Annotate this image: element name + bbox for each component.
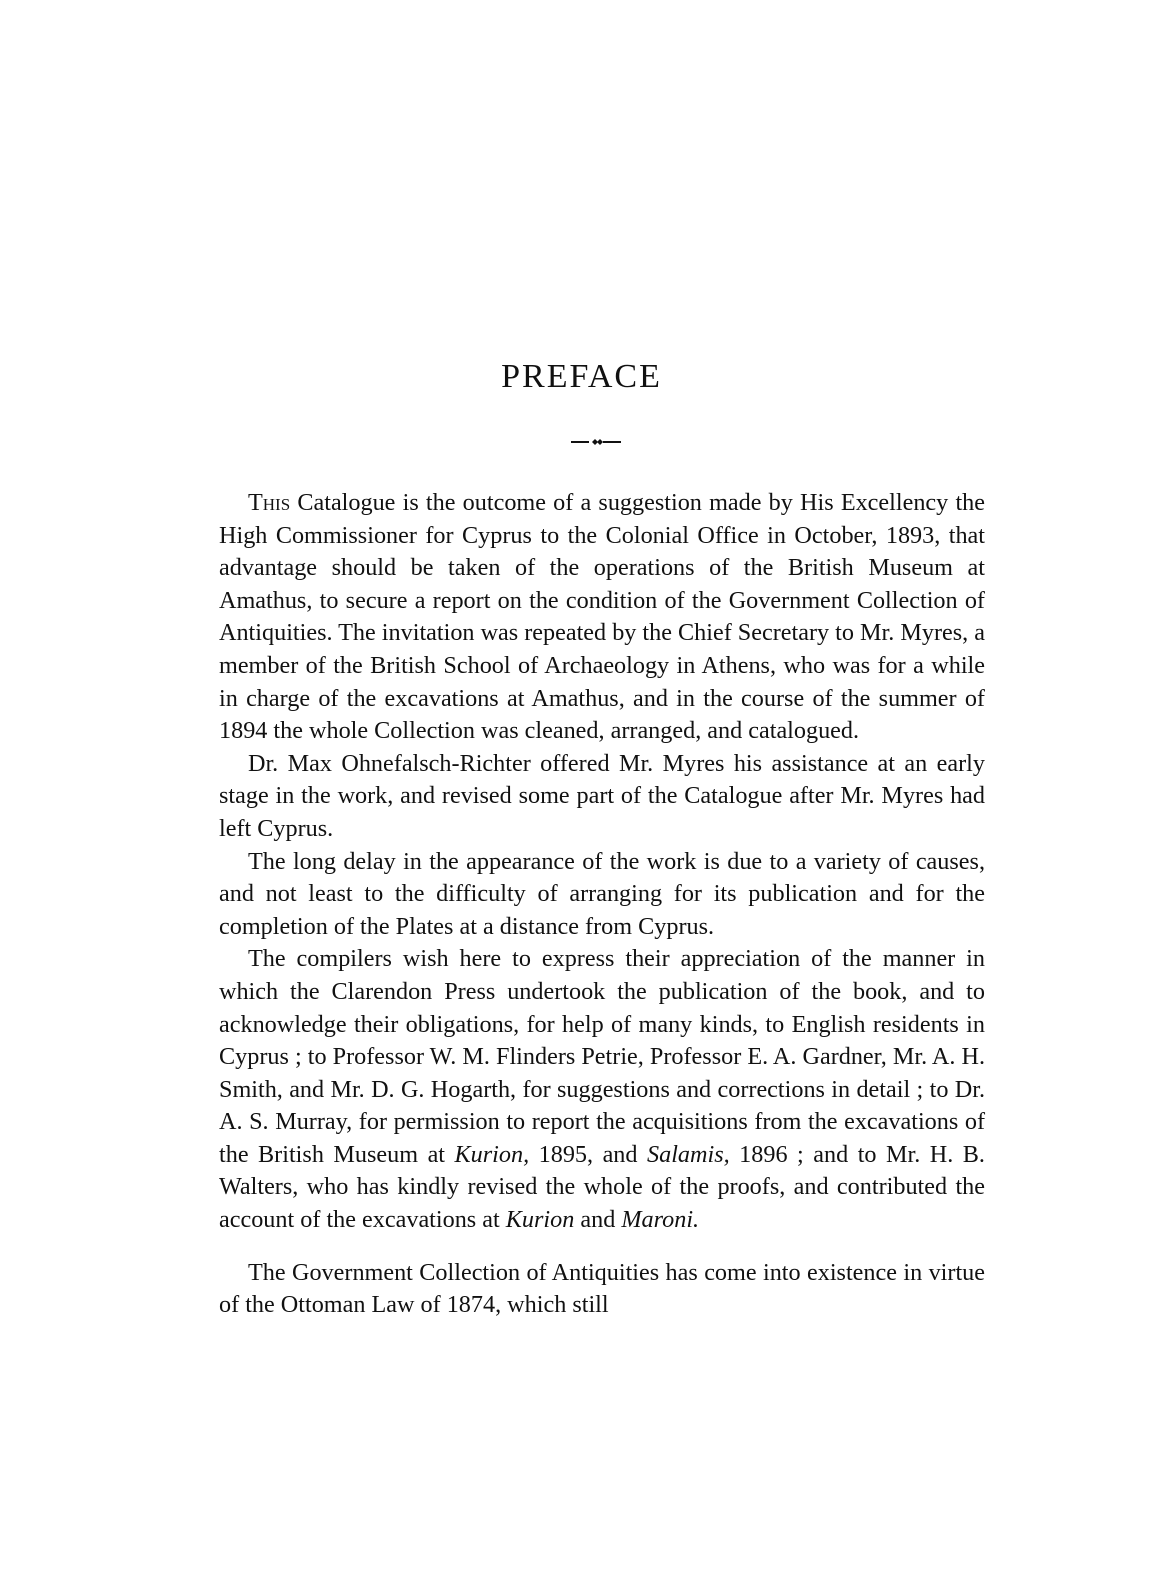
paragraph-2: Dr. Max Ohnefalsch-Richter offered Mr. Myres his assistance at an early stage in the work, and revised some part of the Catalogue after Mr. Myres had left Cyprus.: [219, 749, 985, 842]
paragraph-1: [219, 487, 985, 748]
paragraph-4-part: and: [574, 1206, 622, 1234]
paragraph-5: The Government Collection of Antiquities has come into existence in virtue of the Ottoman Law of 1874, which still: [219, 1258, 985, 1319]
paragraph-1-lead: This: [248, 489, 291, 516]
page-title: PREFACE: [501, 358, 662, 395]
paragraph-3: The long delay in the appearance of the work is due to a variety of causes, and not least to the difficulty of arranging for its publication and for the completion of the Plates at a distance from Cyprus.: [219, 847, 985, 940]
place-maroni: Maroni.: [621, 1206, 700, 1234]
paragraph-1-text: Catalogue is the outcome of a suggestion made by His Excellency the High Commissioner for Cyprus to the Colonial Office in October, 1893, that advantage should be taken of the operations of the British Museum at Amathus, to secure a report on the condition of the Government Collection of Antiquities. The invitation was repeated by the Chief Secretary to Mr. Myres, a member of the British School of Archaeology in Athens, who was for a while in charge of the excavations at Amathus, and in the course of the summer of 1894 the whole Collection was cleaned, arranged, and catalogued.: [219, 489, 985, 745]
place-kurion-2: Kurion: [505, 1206, 575, 1234]
paragraph-4-part: 1896 ; and to Mr. H. B. Walters, who has kindly revised the whole of the proofs, and contributed the account of the excavations at: [219, 1140, 985, 1234]
preface-body: [219, 487, 985, 1322]
paragraph-4: [219, 943, 985, 1236]
dash-diamond-ornament-icon: [571, 437, 621, 447]
place-salamis: Salamis,: [647, 1140, 730, 1168]
place-kurion: Kurion,: [454, 1140, 530, 1168]
paragraph-4-part: The compilers wish here to express their appreciation of the manner in which the Clarendon Press undertook the publication of the book, and to acknowledge their obligations, for help of many kinds, to English residents in Cyprus ; to Professor W. M. Flinders Petrie, Professor E. A. Gardner, Mr. A. H. Smith, and Mr. D. G. Hogarth, for suggestions and corrections in detail ; to Dr. A. S. Murray, for permission to report the acquisitions from the excavations of the British Museum at: [219, 945, 985, 1168]
paragraph-4-part: 1895, and: [529, 1140, 647, 1168]
